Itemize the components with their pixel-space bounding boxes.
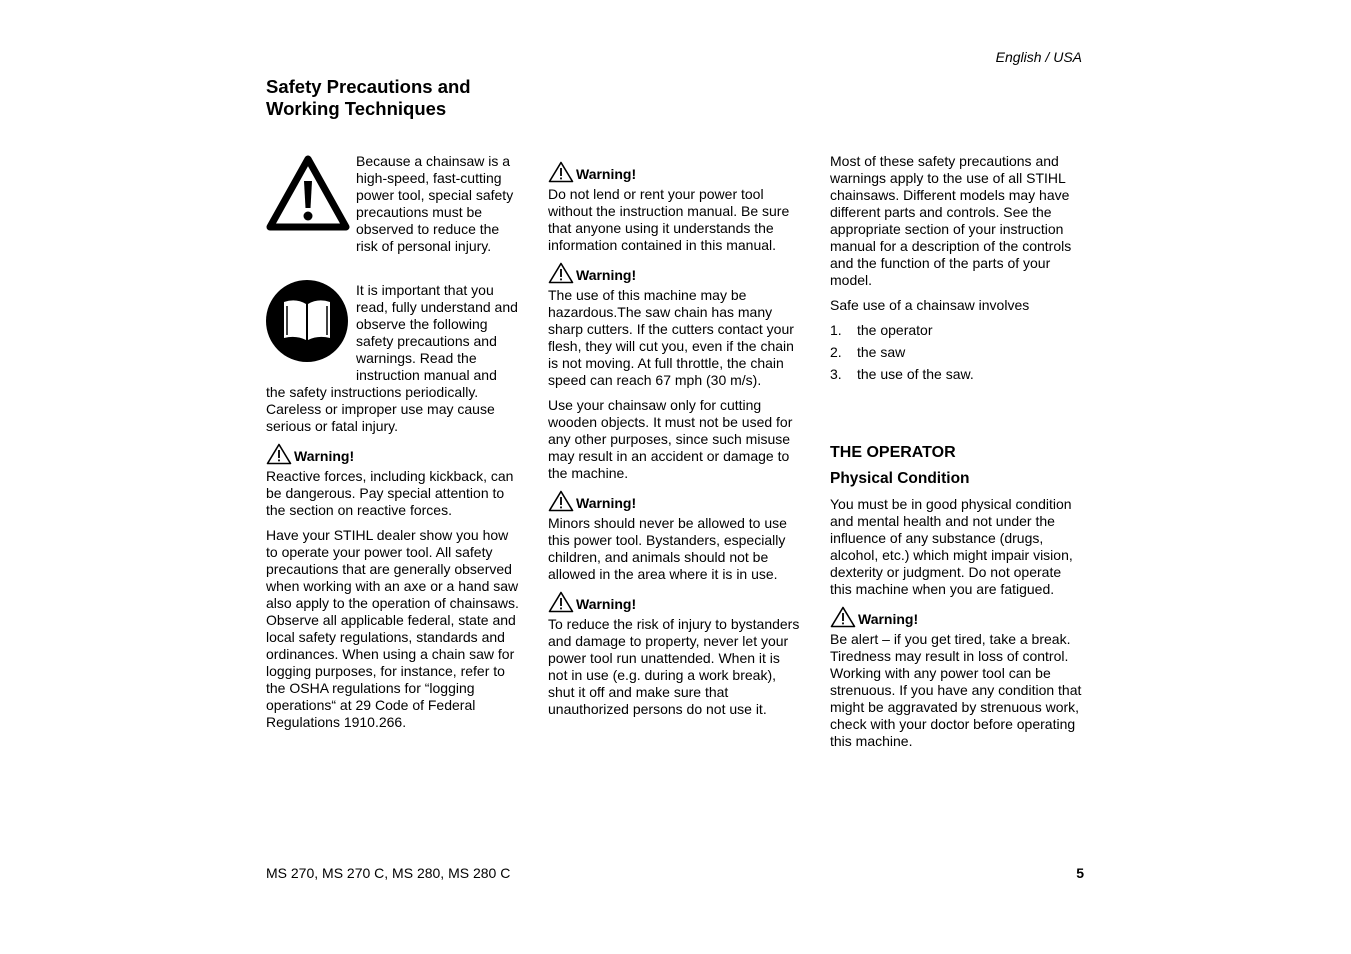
warning-icon <box>830 606 856 628</box>
warning-label: Warning! <box>576 267 637 283</box>
column-1 <box>266 153 520 739</box>
warning-icon <box>548 262 574 284</box>
footer-models: MS 270, MS 270 C, MS 280, MS 280 C <box>266 865 511 881</box>
subsection-heading: Physical Condition <box>830 470 970 487</box>
warning-heading <box>548 490 802 512</box>
page-number: 5 <box>1076 865 1084 881</box>
section-heading: THE OPERATOR <box>830 444 956 461</box>
dealer-paragraph: Have your STIHL dealer show you how to operate your power tool. All safety precautions that are generally observed when working with an axe or a hand saw also apply to the operation of chainsaws. Observe all applicable federal, state and local safety regulations, standards and ordinances. When using a chain saw for logging purposes, for instance, refer to the OSHA regulations for “logging operations“ at 29 Code of Federal Regulations 1910.266. <box>266 527 519 730</box>
warning-text: Do not lend or rent your power tool without the instruction manual. Be sure that anyone using it understands the information contained in this manual. <box>548 186 790 253</box>
warning-label: Warning! <box>576 596 637 612</box>
warning-icon <box>548 161 574 183</box>
column-3 <box>830 153 1084 758</box>
warning-triangle-icon <box>266 153 356 243</box>
safe-use-intro: Safe use of a chainsaw involves <box>830 297 1030 313</box>
warning-icon <box>266 443 292 465</box>
warning-label: Warning! <box>858 611 919 627</box>
warning-heading <box>830 606 1084 628</box>
numbered-list <box>830 322 1084 388</box>
warning-icon <box>548 591 574 613</box>
read-manual-icon <box>266 280 356 370</box>
warning-heading <box>548 161 802 183</box>
warning-label: Warning! <box>294 448 355 464</box>
intro-paragraph-1: Because a chainsaw is a high-speed, fast-cutting power tool, special safety precautions must be observed to reduce the risk of personal injury. <box>356 153 514 254</box>
usage-paragraph: Use your chainsaw only for cutting wooden objects. It must not be used for any other purposes, since such misuse may result in an accident or damage to the machine. <box>548 397 793 481</box>
warning-text: Be alert – if you get tired, take a break. Tiredness may result in loss of control. Working with any power tool can be strenuous. If you have any condition that might be aggravated by strenuous work, check with your doctor before operating this machine. <box>830 631 1082 749</box>
physical-condition-paragraph: You must be in good physical condition and mental health and not under the influence of any substance (drugs, alcohol, etc.) which might impair vision, dexterity or judgment. Do not operate this machine when you are fatigued. <box>830 496 1073 597</box>
warning-label: Warning! <box>576 166 637 182</box>
title-line-1: Safety Precautions and <box>266 76 471 97</box>
column-2 <box>548 161 802 726</box>
warning-text: Reactive forces, including kickback, can be dangerous. Pay special attention to the section on reactive forces. <box>266 468 514 518</box>
warning-heading <box>266 443 520 465</box>
list-item: 3. the use of the saw. <box>830 366 974 382</box>
models-paragraph: Most of these safety precautions and warnings apply to the use of all STIHL chainsaws. Different models may have different parts and controls. See the appropriate section of your instruction manual for a description of the controls and the function of the parts of your model. <box>830 153 1072 288</box>
title-line-2: Working Techniques <box>266 98 447 119</box>
list-item: 2. the saw <box>830 344 906 360</box>
language-label: English / USA <box>995 49 1082 65</box>
list-item: 1. the operator <box>830 322 933 338</box>
warning-icon <box>548 490 574 512</box>
warning-text: The use of this machine may be hazardous.The saw chain has many sharp cutters. If the cutters contact your flesh, they will cut you, even if the chain is not moving. At full throttle, the chain speed can reach 67 mph (30 m/s). <box>548 287 794 388</box>
warning-label: Warning! <box>576 495 637 511</box>
warning-text: To reduce the risk of injury to bystanders and damage to property, never let your power tool run unattended. When it is not in use (e.g. during a work break), shut it off and make sure that unauthorized persons do not use it. <box>548 616 800 717</box>
warning-heading <box>548 591 802 613</box>
intro-paragraph-2: It is important that you read, fully understand and observe the following safety precautions and warnings. Read the instruction manual and the safety instructions periodically. Careless or improper use may cause serious or fatal injury. <box>266 282 518 434</box>
warning-heading <box>548 262 802 284</box>
warning-text: Minors should never be allowed to use this power tool. Bystanders, especially children, and animals should not be allowed in the area where it is in use. <box>548 515 787 582</box>
page-title <box>266 76 566 120</box>
